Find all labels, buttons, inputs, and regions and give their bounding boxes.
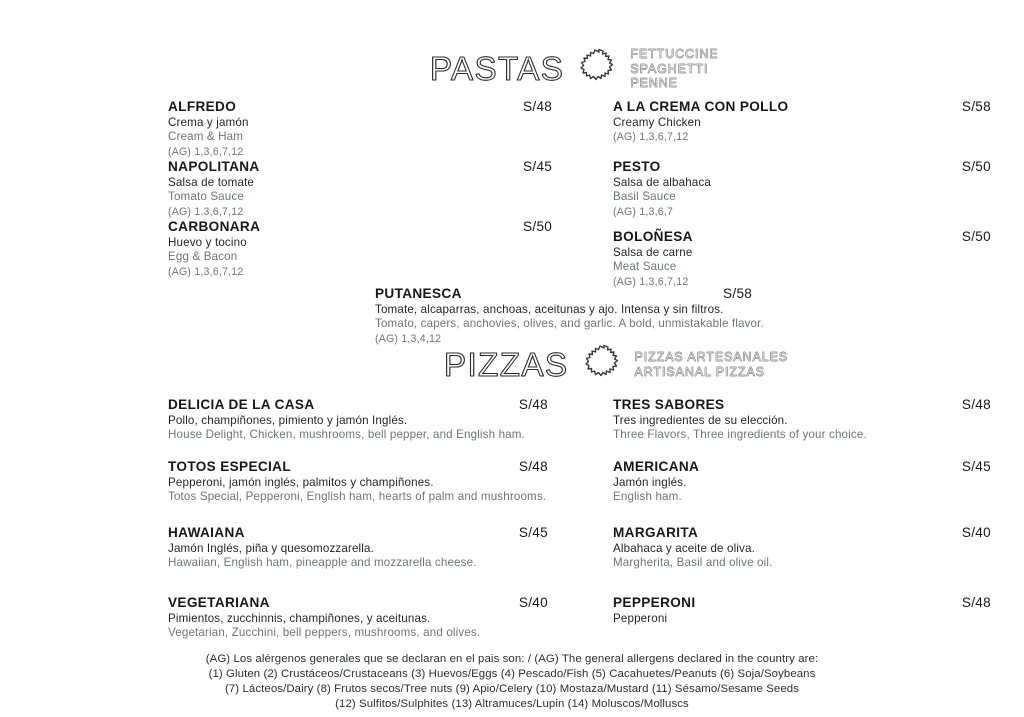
pizzas-subtitle-group — [635, 350, 789, 379]
menu-item-description-en: Basil Sauce — [613, 190, 676, 204]
menu-item-description-es: Pepperoni, jamón inglés, palmitos y champiñones. — [168, 476, 434, 489]
menu-item-header — [168, 459, 548, 476]
menu-item-description-en: House Delight, Chicken, mushrooms, bell pepper, and English ham. — [168, 428, 525, 442]
pizza-blob-icon — [585, 344, 619, 385]
menu-item-bolonesa[interactable] — [613, 229, 991, 289]
menu-item-description-es: Pepperoni — [613, 612, 668, 625]
menu-item-allergens: (AG) 1,3,6,7 — [613, 205, 674, 218]
allergen-legend-line: (7) Lácteos/Dairy (8) Frutos secos/Tree nuts (9) Apio/Celery (10) Mostaza/Mustard (11) Sésamo/Sesame Seeds — [224, 683, 800, 695]
menu-item-napolitana[interactable] — [168, 159, 568, 219]
menu-item-price: S/50 — [961, 229, 991, 244]
menu-item-price: S/48 — [961, 397, 991, 412]
menu-item-tres-sabores[interactable] — [613, 397, 991, 443]
menu-item-description-es: Albahaca y aceite de oliva. — [613, 542, 755, 555]
menu-item-description-en: Hawaiian, English ham, pineapple and mozzarella cheese. — [168, 556, 477, 570]
menu-item-name: BOLOÑESA — [613, 229, 693, 244]
menu-item-header — [613, 459, 991, 476]
menu-item-header — [613, 525, 991, 542]
menu-item-a-la-crema-con-pollo[interactable] — [613, 99, 991, 144]
menu-item-vegetariana[interactable] — [168, 595, 548, 641]
pastas-subtitle-line-2: SPAGHETTI — [630, 61, 709, 76]
menu-item-price: S/58 — [723, 286, 753, 301]
menu-item-price: S/48 — [518, 459, 548, 474]
pizzas-subtitle-line-2: ARTISANAL PIZZAS — [634, 364, 765, 379]
menu-item-name: PESTO — [613, 159, 661, 174]
menu-item-carbonara[interactable] — [168, 219, 568, 279]
allergen-legend-line: (12) Sulfitos/Sulphites (13) Altramuces/Lupin (14) Moluscos/Molluscs — [335, 698, 689, 710]
menu-item-description-en: Meat Sauce — [613, 260, 677, 274]
menu-item-name: PEPPERONI — [613, 595, 696, 610]
menu-item-description-en: Totos Special, Pepperoni, English ham, hearts of palm and mushrooms. — [168, 490, 547, 504]
allergen-legend-line: (AG) Los alérgenos generales que se declaran en el pais son: / (AG) The general allergens declared in the country are: — [205, 653, 819, 665]
menu-item-pesto[interactable] — [613, 159, 991, 219]
menu-item-pepperoni[interactable] — [613, 595, 991, 626]
menu-item-name: MARGARITA — [613, 525, 699, 540]
menu-item-totos-especial[interactable] — [168, 459, 548, 505]
menu-item-description-es: Crema y jamón — [168, 116, 249, 129]
menu-item-description-es: Jamón inglés. — [613, 476, 687, 489]
menu-item-description-en: Egg & Bacon — [168, 250, 238, 264]
pastas-subtitle-line-1: FETTUCCINE — [630, 47, 719, 61]
menu-item-description-en: Margherita, Basil and olive oil. — [613, 556, 773, 570]
menu-item-allergens: (AG) 1,3,4,12 — [375, 332, 442, 345]
menu-item-allergens: (AG) 1,3,6,7,12 — [613, 131, 689, 144]
menu-item-putanesca[interactable] — [375, 286, 785, 346]
pastas-subtitle-line-3: PENNE — [630, 76, 678, 90]
menu-item-name: ALFREDO — [168, 99, 237, 114]
menu-item-price: S/48 — [961, 595, 991, 610]
menu-item-header — [613, 595, 991, 612]
menu-item-description-es: Huevo y tocino — [168, 236, 247, 249]
pasta-blob-icon — [580, 48, 614, 89]
menu-item-name: PUTANESCA — [375, 286, 462, 301]
menu-item-price: S/48 — [523, 99, 553, 114]
menu-item-header — [613, 229, 991, 246]
menu-item-header — [168, 99, 568, 116]
menu-item-header — [168, 397, 548, 414]
menu-item-header — [168, 525, 548, 542]
menu-item-americana[interactable] — [613, 459, 991, 505]
menu-item-header — [375, 286, 785, 303]
menu-item-description-en: Tomato Sauce — [168, 190, 244, 204]
menu-item-alfredo[interactable] — [168, 99, 568, 159]
allergen-legend — [0, 652, 1024, 712]
menu-item-price: S/58 — [961, 99, 991, 114]
menu-item-description-en: Tomato, capers, anchovies, olives, and garlic. A bold, unmistakable flavor. — [375, 317, 764, 331]
menu-item-name: HAWAIANA — [168, 525, 245, 540]
menu-item-description-es: Jamón Inglés, piña y quesomozzarella. — [168, 542, 374, 555]
menu-item-price: S/45 — [961, 459, 991, 474]
menu-item-name: A LA CREMA CON POLLO — [613, 99, 789, 114]
menu-item-name: CARBONARA — [168, 219, 261, 234]
menu-item-description-en: English ham. — [613, 490, 682, 504]
menu-item-name: VEGETARIANA — [168, 595, 270, 610]
menu-item-name: TRES SABORES — [613, 397, 725, 412]
menu-item-price: S/40 — [518, 595, 548, 610]
pastas-title: PASTAS — [430, 50, 565, 88]
menu-item-description-es: Salsa de carne — [613, 246, 693, 259]
menu-item-header — [613, 159, 991, 176]
menu-item-allergens: (AG) 1,3,6,7,12 — [168, 265, 244, 278]
menu-item-price: S/48 — [518, 397, 548, 412]
menu-item-name: DELICIA DE LA CASA — [168, 397, 315, 412]
pizzas-title: PIZZAS — [444, 346, 569, 383]
menu-item-header — [613, 99, 991, 116]
menu-item-description-en: Cream & Ham — [168, 130, 244, 144]
menu-item-description-es: Tomate, alcaparras, anchoas, aceitunas y ajo. Intensa y sin filtros. — [375, 303, 724, 316]
menu-item-description-en: Three Flavors, Three ingredients of your choice. — [613, 428, 867, 442]
menu-item-name: NAPOLITANA — [168, 159, 260, 174]
menu-item-description-es: Salsa de albahaca — [613, 176, 711, 189]
pastas-section-header — [430, 47, 719, 91]
menu-item-description-es: Salsa de tomate — [168, 176, 255, 189]
pastas-subtitle-group — [630, 47, 718, 91]
menu-item-delicia-de-la-casa[interactable] — [168, 397, 548, 443]
menu-item-description-es: Tres ingredientes de su elección. — [613, 414, 788, 427]
menu-item-header — [613, 397, 991, 414]
menu-item-hawaiana[interactable] — [168, 525, 548, 571]
allergen-legend-line: (1) Gluten (2) Crustáceos/Crustaceans (3) Huevos/Eggs (4) Pescado/Fish (5) Cacahuetes/Peanuts (6) Soja/Soybeans — [208, 668, 816, 680]
menu-item-margarita[interactable] — [613, 525, 991, 571]
menu-item-price: S/40 — [961, 525, 991, 540]
menu-item-name: TOTOS ESPECIAL — [168, 459, 291, 474]
menu-item-price: S/50 — [523, 219, 553, 234]
pizzas-section-header — [444, 344, 788, 385]
menu-item-header — [168, 219, 568, 236]
menu-item-allergens: (AG) 1,3,6,7,12 — [613, 275, 689, 288]
menu-item-description-es: Creamy Chicken — [613, 116, 701, 129]
menu-item-allergens: (AG) 1,3,6,7,12 — [168, 205, 244, 218]
menu-item-price: S/45 — [523, 159, 553, 174]
menu-item-description-es: Pimientos, zucchinnis, champiñones, y aceitunas. — [168, 612, 431, 625]
menu-item-allergens: (AG) 1,3,6,7,12 — [168, 145, 244, 158]
menu-item-name: AMERICANA — [613, 459, 700, 474]
menu-item-header — [168, 159, 568, 176]
pizzas-subtitle-line-1: PIZZAS ARTESANALES — [634, 350, 789, 364]
menu-item-price: S/45 — [518, 525, 548, 540]
menu-item-description-es: Pollo, champiñones, pimiento y jamón Inglés. — [168, 414, 408, 427]
menu-item-description-en: Vegetarian, Zucchini, bell peppers, mushrooms, and olives. — [168, 626, 481, 640]
menu-item-header — [168, 595, 548, 612]
menu-item-price: S/50 — [961, 159, 991, 174]
